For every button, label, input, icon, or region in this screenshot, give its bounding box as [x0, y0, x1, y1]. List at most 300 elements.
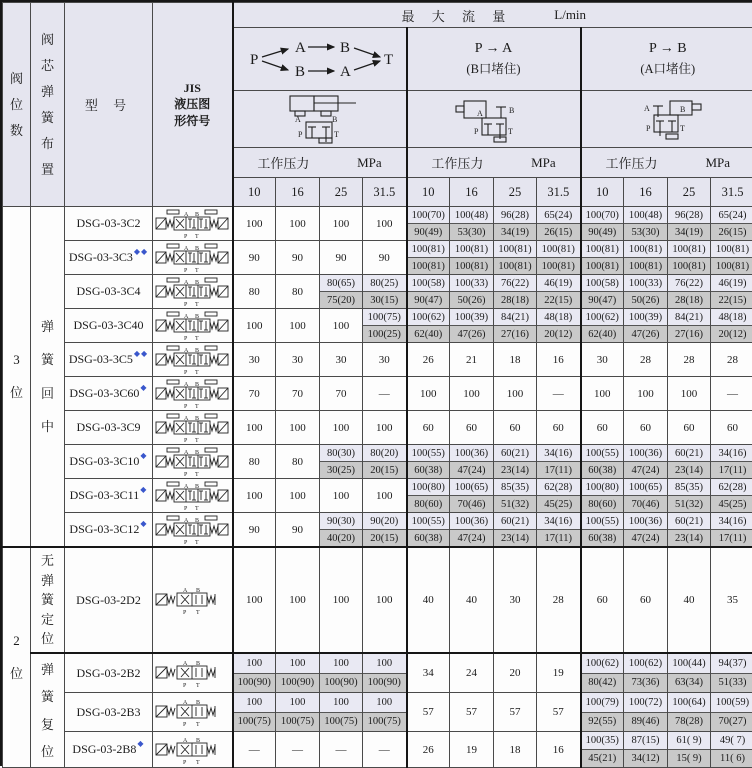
flow-value: — — [363, 732, 406, 767]
flow-value-cell — [711, 732, 752, 768]
svg-text:T: T — [195, 472, 199, 477]
flow-value-cell — [233, 547, 276, 653]
flow-value-cell — [407, 241, 450, 275]
flow-value-bottom: 100(75) — [320, 713, 362, 732]
flow-value-top: 84(21) — [668, 309, 710, 326]
table-row — [3, 445, 752, 479]
svg-text:B: B — [195, 212, 199, 218]
flow-value-cell — [494, 547, 537, 653]
p-to-a-diagram — [454, 95, 534, 143]
flow-value-bottom: 62(40) — [408, 326, 450, 342]
flow-value-cell — [407, 513, 450, 548]
flow-value-cell — [624, 479, 668, 513]
svg-text:B: B — [196, 588, 200, 594]
flow-value-bottom: 20(15) — [363, 530, 406, 546]
jis-symbol-cell — [153, 343, 233, 377]
jis-valve-symbol-2pos — [155, 735, 229, 765]
flow-value-cell — [363, 207, 407, 241]
flow-value: 35 — [711, 548, 752, 652]
jis-symbol-cell — [153, 207, 233, 241]
flow-value-top: 100(44) — [668, 654, 710, 674]
flow-value-top: 100(35) — [582, 732, 624, 750]
svg-text:T: T — [196, 610, 200, 615]
flow-value-cell — [668, 275, 711, 309]
svg-text:T: T — [195, 268, 199, 273]
flow-value: 100 — [582, 377, 624, 410]
flow-value-top: 100 — [320, 693, 362, 713]
flow-value-bottom: 28(18) — [668, 292, 710, 308]
flow-value-cell — [233, 732, 276, 768]
flow-value-cell — [276, 653, 320, 693]
flow-value-bottom: 78(28) — [668, 713, 710, 732]
flow-value-bottom: 53(30) — [450, 224, 493, 240]
flow-value-bottom: 90(49) — [582, 224, 624, 240]
flow-value-cell — [494, 309, 537, 343]
flow-value-bottom: 89(46) — [624, 713, 667, 732]
flow-value: 100 — [363, 207, 406, 240]
svg-text:T: T — [195, 370, 199, 375]
flow-value-cell — [581, 479, 624, 513]
pressure-tick: 10 — [407, 178, 450, 207]
flow-value-cell — [494, 207, 537, 241]
flow-value: 80 — [276, 275, 319, 308]
flow-value-cell — [537, 479, 581, 513]
flow-value-cell — [537, 693, 581, 732]
svg-text:B: B — [196, 738, 200, 744]
flow-value-top: 65(24) — [537, 207, 580, 224]
flow-value: 90 — [320, 241, 362, 274]
flow-value: 30 — [320, 343, 362, 376]
flow-value-cell — [624, 377, 668, 411]
flow-value-bottom: 47(26) — [624, 326, 667, 342]
flow-value: 100 — [363, 479, 406, 512]
flow-value-bottom: 62(40) — [582, 326, 624, 342]
flow-value-bottom: 63(34) — [668, 674, 710, 693]
svg-text:T: T — [196, 760, 200, 765]
pressure-unit: MPa — [531, 155, 556, 171]
jis-valve-symbol-2pos — [155, 697, 229, 727]
max-flow-label: 最 大 流 量 — [402, 6, 513, 25]
flow-value-top: 100(80) — [408, 479, 450, 496]
flow-value-bottom: 47(24) — [450, 530, 493, 546]
flow-value-bottom: 47(24) — [624, 530, 667, 546]
flow-value-cell — [276, 343, 320, 377]
svg-text:T: T — [195, 404, 199, 409]
flow-value-cell — [624, 732, 668, 768]
jis-symbol-cell — [153, 693, 233, 732]
flow-value-top: 100 — [234, 693, 276, 713]
svg-text:B: B — [195, 484, 199, 490]
flow-value-top: 100(81) — [624, 241, 667, 258]
flow-value-top: 80(30) — [320, 445, 362, 462]
table-row — [3, 343, 752, 377]
flow-value-bottom: 100(90) — [363, 674, 406, 693]
flow-value-bottom: 70(46) — [450, 496, 493, 512]
flow-value: 100 — [668, 377, 710, 410]
valve-positions-label: 2 位 — [3, 547, 31, 768]
flow-value-bottom: 51(32) — [668, 496, 710, 512]
flow-value-top: 100(55) — [582, 445, 624, 462]
flow-value-top: 62(28) — [711, 479, 752, 496]
flow-value-cell — [537, 445, 581, 479]
flow-value-cell — [624, 547, 668, 653]
flow-value: 19 — [537, 654, 580, 692]
flow-value-cell — [711, 479, 752, 513]
flow-value-top: 100(33) — [450, 275, 493, 292]
flow-value-cell — [668, 513, 711, 548]
model-number: DSG-03-3C10◆ — [65, 445, 153, 479]
flow-value: 40 — [408, 548, 450, 652]
jis-symbol-cell — [153, 445, 233, 479]
flow-value-bottom: 100(81) — [450, 258, 493, 274]
flow-value-bottom: 100(81) — [537, 258, 580, 274]
svg-text:T: T — [195, 540, 199, 545]
flow-value-cell — [581, 309, 624, 343]
group3-title — [581, 28, 752, 91]
flow-value-top: 100(62) — [582, 309, 624, 326]
jis-symbol-cell — [153, 411, 233, 445]
flow-value-top: 100(81) — [450, 241, 493, 258]
svg-text:A: A — [184, 280, 189, 286]
svg-text:B: B — [509, 106, 514, 115]
pressure-tick: 31.5 — [537, 178, 581, 207]
flow-value-top: 100(81) — [668, 241, 710, 258]
flow-value-bottom: 45(25) — [711, 496, 752, 512]
flow-value: 19 — [450, 732, 493, 767]
flow-value-cell — [668, 377, 711, 411]
model-number: DSG-03-3C60◆ — [65, 377, 153, 411]
flow-value-cell — [233, 241, 276, 275]
flow-value: 34 — [408, 654, 450, 692]
flow-value: — — [537, 377, 580, 410]
flow-value-cell — [450, 377, 494, 411]
flow-value-top: 34(16) — [711, 513, 752, 530]
svg-text:P: P — [184, 506, 188, 511]
svg-text:T: T — [195, 506, 199, 511]
flow-value-top: 100(33) — [624, 275, 667, 292]
flow-value-cell — [537, 377, 581, 411]
model-number: DSG-03-3C4 — [65, 275, 153, 309]
flow-value: 100 — [234, 411, 276, 444]
flow-value-cell — [363, 411, 407, 445]
flow-value-cell — [450, 445, 494, 479]
group2-symbol — [407, 91, 581, 148]
svg-text:A: A — [184, 416, 189, 422]
pressure-tick: 10 — [233, 178, 276, 207]
flow-value-cell — [711, 309, 752, 343]
flow-value-top: 100(75) — [363, 309, 406, 326]
table-row — [3, 653, 752, 693]
group2-title — [407, 28, 581, 91]
header-valve-positions: 阀 位 数 — [3, 3, 31, 207]
flow-value-cell — [711, 693, 752, 732]
flow-value-cell — [450, 241, 494, 275]
svg-text:B: B — [195, 246, 199, 252]
svg-text:T: T — [195, 234, 199, 239]
flow-value-top: 100(62) — [624, 654, 667, 674]
flow-value: 100 — [234, 479, 276, 512]
flow-value-cell — [624, 241, 668, 275]
flow-value: 60 — [537, 411, 580, 444]
flow-value-cell — [624, 207, 668, 241]
flow-value: 18 — [494, 732, 536, 767]
svg-text:P: P — [184, 404, 188, 409]
flow-value-bottom: 92(55) — [582, 713, 624, 732]
flow-value-cell — [581, 445, 624, 479]
flow-value-cell — [276, 732, 320, 768]
svg-text:P: P — [184, 234, 188, 239]
flow-value-cell — [233, 275, 276, 309]
flow-value-cell — [276, 309, 320, 343]
group2-flow-label: P → A — [408, 41, 580, 57]
flow-value-top: 80(25) — [363, 275, 406, 292]
pressure-label: 工作压力 — [431, 153, 483, 172]
flow-value-bottom: 100(75) — [363, 713, 406, 732]
model-number: DSG-03-2B8◆ — [65, 732, 153, 768]
svg-text:P: P — [183, 683, 187, 688]
table-row — [3, 693, 752, 732]
jis-valve-symbol-3pos — [155, 345, 229, 375]
flow-value-cell — [668, 732, 711, 768]
flow-value: 20 — [494, 654, 536, 692]
model-number: DSG-03-2B2 — [65, 653, 153, 693]
jis-valve-symbol-3pos — [155, 311, 229, 341]
pressure-unit: MPa — [705, 155, 730, 171]
svg-text:B: B — [195, 450, 199, 456]
svg-text:T: T — [195, 336, 199, 341]
flow-value-cell — [668, 445, 711, 479]
flow-value-cell — [711, 207, 752, 241]
flow-value-cell — [711, 547, 752, 653]
flow-value-bottom: 17(11) — [711, 530, 752, 546]
flow-value: 100 — [624, 377, 667, 410]
svg-text:B: B — [680, 105, 685, 114]
group3-flow-label: P → B — [582, 41, 752, 57]
flow-value-cell — [276, 411, 320, 445]
flow-value-cell — [537, 241, 581, 275]
flow-value-cell — [537, 275, 581, 309]
flow-value-cell — [233, 445, 276, 479]
flow-value-cell — [276, 513, 320, 548]
flow-value-top: 100 — [320, 654, 362, 674]
flow-value: 100 — [320, 207, 362, 240]
flow-value-bottom: 26(15) — [537, 224, 580, 240]
table-row — [3, 275, 752, 309]
svg-text:P: P — [184, 302, 188, 307]
flow-value-bottom: 47(26) — [450, 326, 493, 342]
flow-value-cell — [711, 275, 752, 309]
svg-text:T: T — [680, 124, 685, 133]
svg-text:P: P — [183, 722, 187, 727]
flow-value-cell — [581, 241, 624, 275]
flow-value-top: 100(70) — [582, 207, 624, 224]
flow-value-cell — [711, 653, 752, 693]
flow-value: 26 — [408, 732, 450, 767]
flow-value: 60 — [624, 411, 667, 444]
flow-value-top: 100(36) — [450, 445, 493, 462]
flow-value-cell — [363, 732, 407, 768]
flow-value-top: 87(15) — [624, 732, 667, 750]
model-number: DSG-03-2B3 — [65, 693, 153, 732]
flow-value: 100 — [320, 411, 362, 444]
flow-value-bottom: 80(60) — [582, 496, 624, 512]
flow-value-cell — [233, 513, 276, 548]
flow-value-top: 96(28) — [494, 207, 536, 224]
flow-value-bottom: 23(14) — [494, 530, 536, 546]
group3-symbol — [581, 91, 752, 148]
svg-text:A: A — [477, 109, 483, 118]
jis-valve-symbol-3pos — [155, 413, 229, 443]
svg-text:A: A — [184, 450, 189, 456]
flow-value-bottom: 26(15) — [711, 224, 752, 240]
flow-value-cell — [581, 411, 624, 445]
table-row — [3, 411, 752, 445]
flow-value: — — [711, 377, 752, 410]
flow-value-cell — [581, 732, 624, 768]
flow-value: 100 — [276, 207, 319, 240]
flow-value-cell — [320, 207, 363, 241]
footnote-diamond-mark: ◆◆ — [134, 349, 148, 358]
flow-value-bottom: 100(81) — [668, 258, 710, 274]
flow-value-bottom: 60(38) — [582, 530, 624, 546]
flow-value-bottom: 100(75) — [276, 713, 319, 732]
flow-value-cell — [320, 309, 363, 343]
flow-value-cell — [668, 241, 711, 275]
flow-value-top: 100(58) — [582, 275, 624, 292]
flow-value-top: 100(79) — [582, 693, 624, 713]
svg-text:P: P — [184, 370, 188, 375]
flow-value-bottom: 100(81) — [582, 258, 624, 274]
svg-text:B: B — [195, 314, 199, 320]
pressure-tick: 16 — [624, 178, 668, 207]
flow-value-bottom: 70(27) — [711, 713, 752, 732]
flow-value-top: 48(18) — [711, 309, 752, 326]
flow-value-top: 49( 7) — [711, 732, 752, 750]
model-number: DSG-03-2D2 — [65, 547, 153, 653]
jis-valve-symbol-3pos — [155, 243, 229, 273]
flow-value: 90 — [276, 241, 319, 274]
flow-value-bottom: 51(33) — [711, 674, 752, 693]
flow-value-top: 90(30) — [320, 513, 362, 530]
center-position-diagram — [264, 94, 376, 144]
spec-table — [2, 2, 752, 768]
group3-blocked-label: (A口堵住) — [582, 59, 752, 77]
flow-value-cell — [581, 343, 624, 377]
flow-value-cell — [711, 513, 752, 548]
flow-value: 100 — [363, 548, 406, 652]
table-row — [3, 732, 752, 768]
flow-value-bottom: 50(26) — [450, 292, 493, 308]
flow-value: 30 — [582, 343, 624, 376]
flow-value-cell — [407, 343, 450, 377]
svg-text:T: T — [195, 438, 199, 443]
flow-value-cell — [407, 309, 450, 343]
flow-value-cell — [668, 309, 711, 343]
flow-value-cell — [494, 275, 537, 309]
flow-value-cell — [450, 693, 494, 732]
flow-value-top: 100(48) — [450, 207, 493, 224]
flow-value: 90 — [363, 241, 406, 274]
flow-value-bottom: 90(49) — [408, 224, 450, 240]
flow-value-top: 34(16) — [537, 513, 580, 530]
flow-value-cell — [450, 207, 494, 241]
pressure-tick: 31.5 — [711, 178, 752, 207]
flow-value-top: 76(22) — [668, 275, 710, 292]
flow-value-top: 100(72) — [624, 693, 667, 713]
flow-value-bottom: 100(81) — [711, 258, 752, 274]
flow-value-cell — [668, 479, 711, 513]
flow-value: 60 — [711, 411, 752, 444]
flow-value-bottom: 100(25) — [363, 326, 406, 342]
flow-value-bottom: 50(26) — [624, 292, 667, 308]
jis-valve-symbol-3pos — [155, 515, 229, 545]
svg-text:P: P — [298, 130, 303, 139]
svg-text:A: A — [184, 382, 189, 388]
flow-value-cell — [624, 411, 668, 445]
jis-symbol-cell — [153, 653, 233, 693]
flow-value-cell — [711, 411, 752, 445]
svg-text:A: A — [184, 484, 189, 490]
jis-symbol-cell — [153, 275, 233, 309]
p-to-b-diagram — [628, 95, 708, 143]
flow-value-cell — [494, 513, 537, 548]
svg-text:P: P — [474, 127, 479, 136]
flow-value-cell — [363, 445, 407, 479]
group3-pressure-header — [581, 148, 752, 178]
svg-text:P: P — [184, 472, 188, 477]
flow-value-cell — [494, 445, 537, 479]
flow-value: 28 — [624, 343, 667, 376]
flow-value-cell — [320, 377, 363, 411]
flow-value-cell — [450, 732, 494, 768]
flow-value-top: 100(36) — [450, 513, 493, 530]
flow-value-cell — [494, 241, 537, 275]
flow-value: 28 — [711, 343, 752, 376]
flow-value-cell — [581, 653, 624, 693]
flow-value-top: 100(65) — [624, 479, 667, 496]
flow-value: 100 — [234, 207, 276, 240]
flow-value: 90 — [234, 241, 276, 274]
flow-value-cell — [233, 693, 276, 732]
svg-text:B: B — [196, 700, 200, 706]
flow-value: 16 — [537, 343, 580, 376]
group1-flow-path — [233, 28, 407, 91]
jis-valve-symbol-2pos — [155, 585, 229, 615]
flow-value-cell — [276, 479, 320, 513]
model-number: DSG-03-3C12◆ — [65, 513, 153, 548]
flow-value-cell — [276, 207, 320, 241]
flow-value-cell — [320, 547, 363, 653]
svg-text:B: B — [195, 382, 199, 388]
svg-text:A: A — [184, 314, 189, 320]
flow-value-cell — [233, 207, 276, 241]
flow-value-cell — [363, 547, 407, 653]
flow-value-cell — [320, 445, 363, 479]
flow-value-cell — [320, 513, 363, 548]
flow-value-cell — [407, 411, 450, 445]
jis-valve-symbol-3pos — [155, 209, 229, 239]
pressure-label: 工作压力 — [257, 153, 309, 172]
flow-value-top: 46(19) — [711, 275, 752, 292]
flow-value-cell — [624, 653, 668, 693]
table-row — [3, 377, 752, 411]
model-number: DSG-03-3C3◆◆ — [65, 241, 153, 275]
flow-value: 24 — [450, 654, 493, 692]
flow-value-cell — [407, 377, 450, 411]
flow-value-bottom: 75(20) — [320, 292, 362, 308]
flow-value-bottom: 34(19) — [494, 224, 536, 240]
flow-value-top: 90(20) — [363, 513, 406, 530]
